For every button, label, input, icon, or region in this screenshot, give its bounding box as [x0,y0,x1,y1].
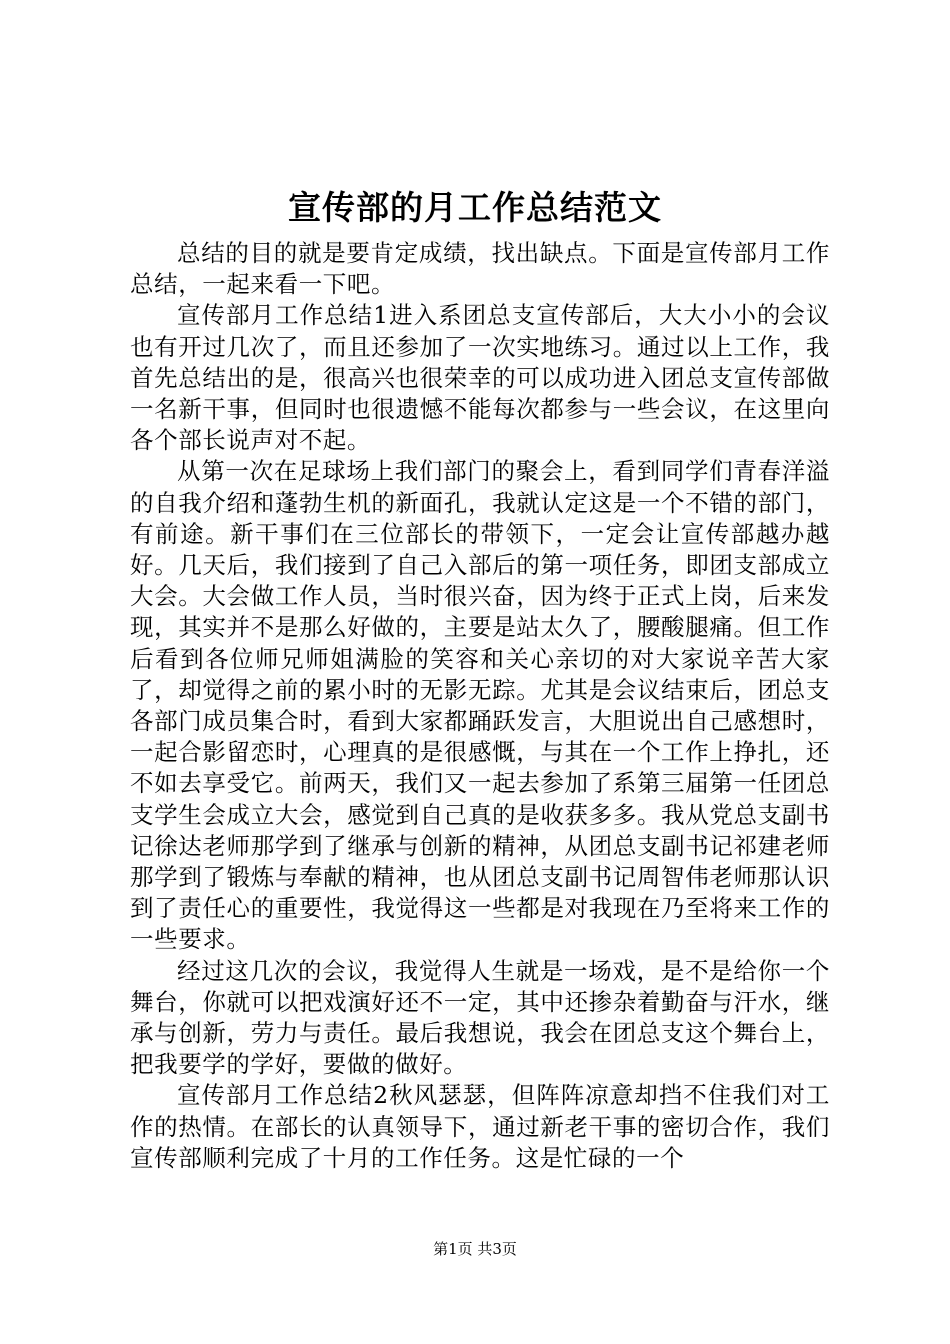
paragraph-intro: 总结的目的就是要肯定成绩，找出缺点。下面是宣传部月工作总结，一起来看一下吧。 [130,239,830,299]
paragraph-summary-1-opening: 宣传部月工作总结1进入系团总支宣传部后，大大小小的会议也有开过几次了，而且还参加了一次实地练习。通过以上工作，我首先总结出的是，很高兴也很荣幸的可以成功进入团总支宣传部做一名新干事，但同时也很遗憾不能每次都参与一些会议，在这里向各个部长说声对不起。 [130,301,830,455]
paragraph-summary-1-conclusion: 经过这几次的会议，我觉得人生就是一场戏，是不是给你一个舞台，你就可以把戏演好还不一定，其中还掺杂着勤奋与汗水，继承与创新，劳力与责任。最后我想说，我会在团总支这个舞台上，把我要学的学好，要做的做好。 [130,956,830,1079]
document-body [130,238,830,1174]
document-title: 宣传部的月工作总结范文 [288,188,662,227]
page-footer: 第1页 共3页 [433,1240,517,1258]
paragraph-summary-2-opening: 宣传部月工作总结2秋风瑟瑟，但阵阵凉意却挡不住我们对工作的热情。在部长的认真领导下，通过新老干事的密切合作，我们宣传部顺利完成了十月的工作任务。这是忙碌的一个 [130,1081,830,1172]
paragraph-summary-1-experience: 从第一次在足球场上我们部门的聚会上，看到同学们青春洋溢的自我介绍和蓬勃生机的新面孔，我就认定这是一个不错的部门，有前途。新干事们在三位部长的带领下，一定会让宣传部越办越好。几天后，我们接到了自己入部后的第一项任务，即团支部成立大会。大会做工作人员，当时很兴奋，因为终于正式上岗，后来发现，其实并不是那么好做的，主要是站太久了，腰酸腿痛。但工作后看到各位师兄师姐满脸的笑容和关心亲切的对大家说辛苦大家了，却觉得之前的累小时的无影无踪。尤其是会议结束后，团总支各部门成员集合时，看到大家都踊跃发言，大胆说出自己感想时，一起合影留恋时，心理真的是很感慨，与其在一个工作上挣扎，还不如去享受它。前两天，我们又一起去参加了系第三届第一任团总支学生会成立大会，感觉到自己真的是收获多多。我从党总支副书记徐达老师那学到了继承与创新的精神，从团总支副书记祁建老师那学到了锻炼与奉献的精神，也从团总支副书记周智伟老师那认识到了责任心的重要性，我觉得这一些都是对我现在乃至将来工作的一些要求。 [130,457,830,954]
